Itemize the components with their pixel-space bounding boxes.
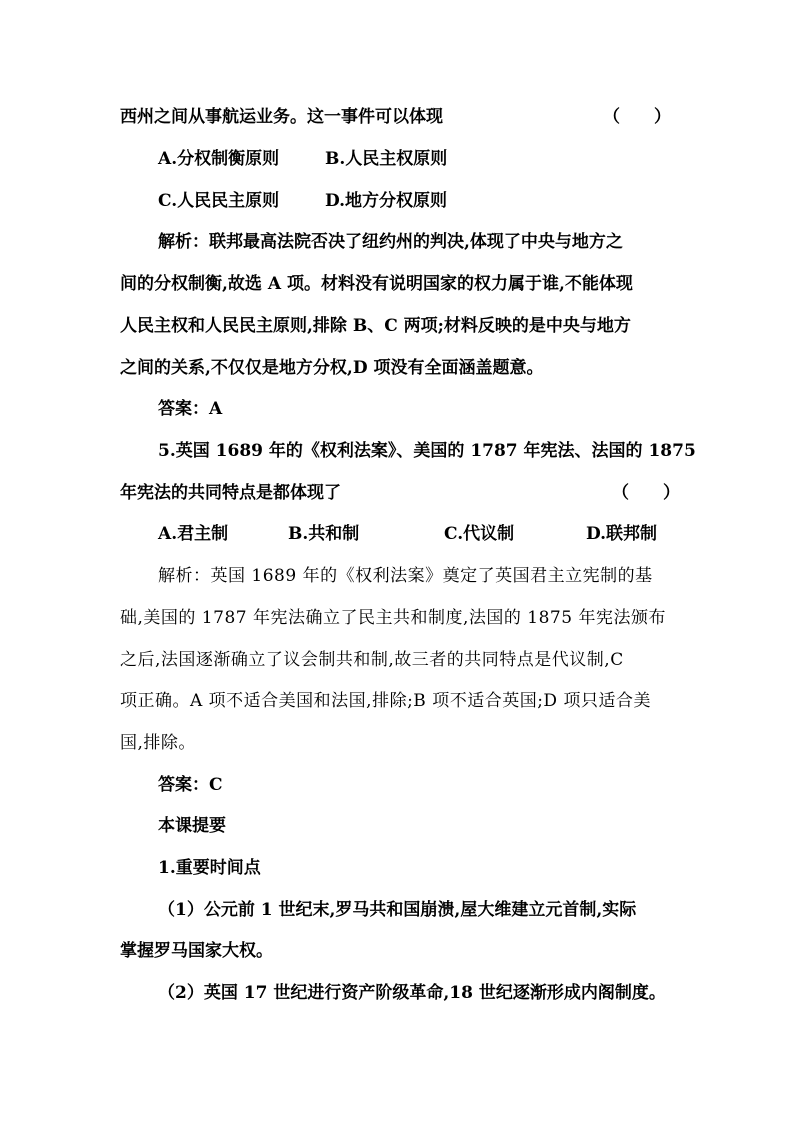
- q5-analysis-line: 国,排除。: [120, 733, 196, 753]
- q4-stem-tail: 西州之间从事航运业务。这一事件可以体现: [120, 107, 443, 127]
- q4-answer: 答案：A: [158, 399, 223, 419]
- q5-answer: 答案：C: [158, 775, 223, 795]
- q5-option-b: B.共和制: [288, 524, 360, 544]
- q5-analysis-line: 之后,法国逐渐确立了议会制共和制,故三者的共同特点是代议制,C: [120, 650, 624, 670]
- q5-option-c: C.代议制: [444, 524, 515, 544]
- summary-point-line: 掌握罗马国家大权。: [120, 941, 273, 961]
- q5-stem-line: 年宪法的共同特点是都体现了: [120, 483, 341, 503]
- q5-option-a: A.君主制: [158, 524, 229, 544]
- summary-point-line: （1）公元前 1 世纪末,罗马共和国崩溃,屋大维建立元首制,实际: [158, 900, 637, 920]
- q4-option-d: D.地方分权原则: [325, 191, 448, 211]
- summary-heading: 本课提要: [158, 816, 226, 836]
- q5-analysis-line: 解析：英国 1689 年的《权利法案》奠定了英国君主立宪制的基: [158, 566, 653, 586]
- summary-sub-heading: 1.重要时间点: [158, 858, 261, 878]
- q5-option-d: D.联邦制: [586, 524, 658, 544]
- summary-point-line: （2）英国 17 世纪进行资产阶级革命,18 世纪逐渐形成内阁制度。: [158, 983, 666, 1003]
- q5-analysis-line: 项正确。A 项不适合美国和法国,排除;B 项不适合英国;D 项只适合美: [120, 691, 651, 711]
- q4-option-b: B.人民主权原则: [325, 149, 448, 169]
- q5-analysis-line: 础,美国的 1787 年宪法确立了民主共和制度,法国的 1875 年宪法颁布: [120, 608, 666, 628]
- q4-analysis-line: 解析：联邦最高法院否决了纽约州的判决,体现了中央与地方之: [158, 232, 623, 252]
- q4-analysis-line: 人民主权和人民民主原则,排除 B、C 两项;材料反映的是中央与地方: [120, 316, 631, 336]
- q5-answer-blank: （ ）: [612, 483, 680, 503]
- q4-analysis-line: 之间的关系,不仅仅是地方分权,D 项没有全面涵盖题意。: [120, 358, 544, 378]
- q5-stem-line: 5.英国 1689 年的《权利法案》、美国的 1787 年宪法、法国的 1875: [158, 441, 696, 461]
- q4-analysis-line: 间的分权制衡,故选 A 项。材料没有说明国家的权力属于谁,不能体现: [120, 274, 633, 294]
- q4-answer-blank: （ ）: [603, 107, 671, 127]
- q4-option-c: C.人民民主原则: [158, 191, 280, 211]
- q4-option-a: A.分权制衡原则: [158, 149, 280, 169]
